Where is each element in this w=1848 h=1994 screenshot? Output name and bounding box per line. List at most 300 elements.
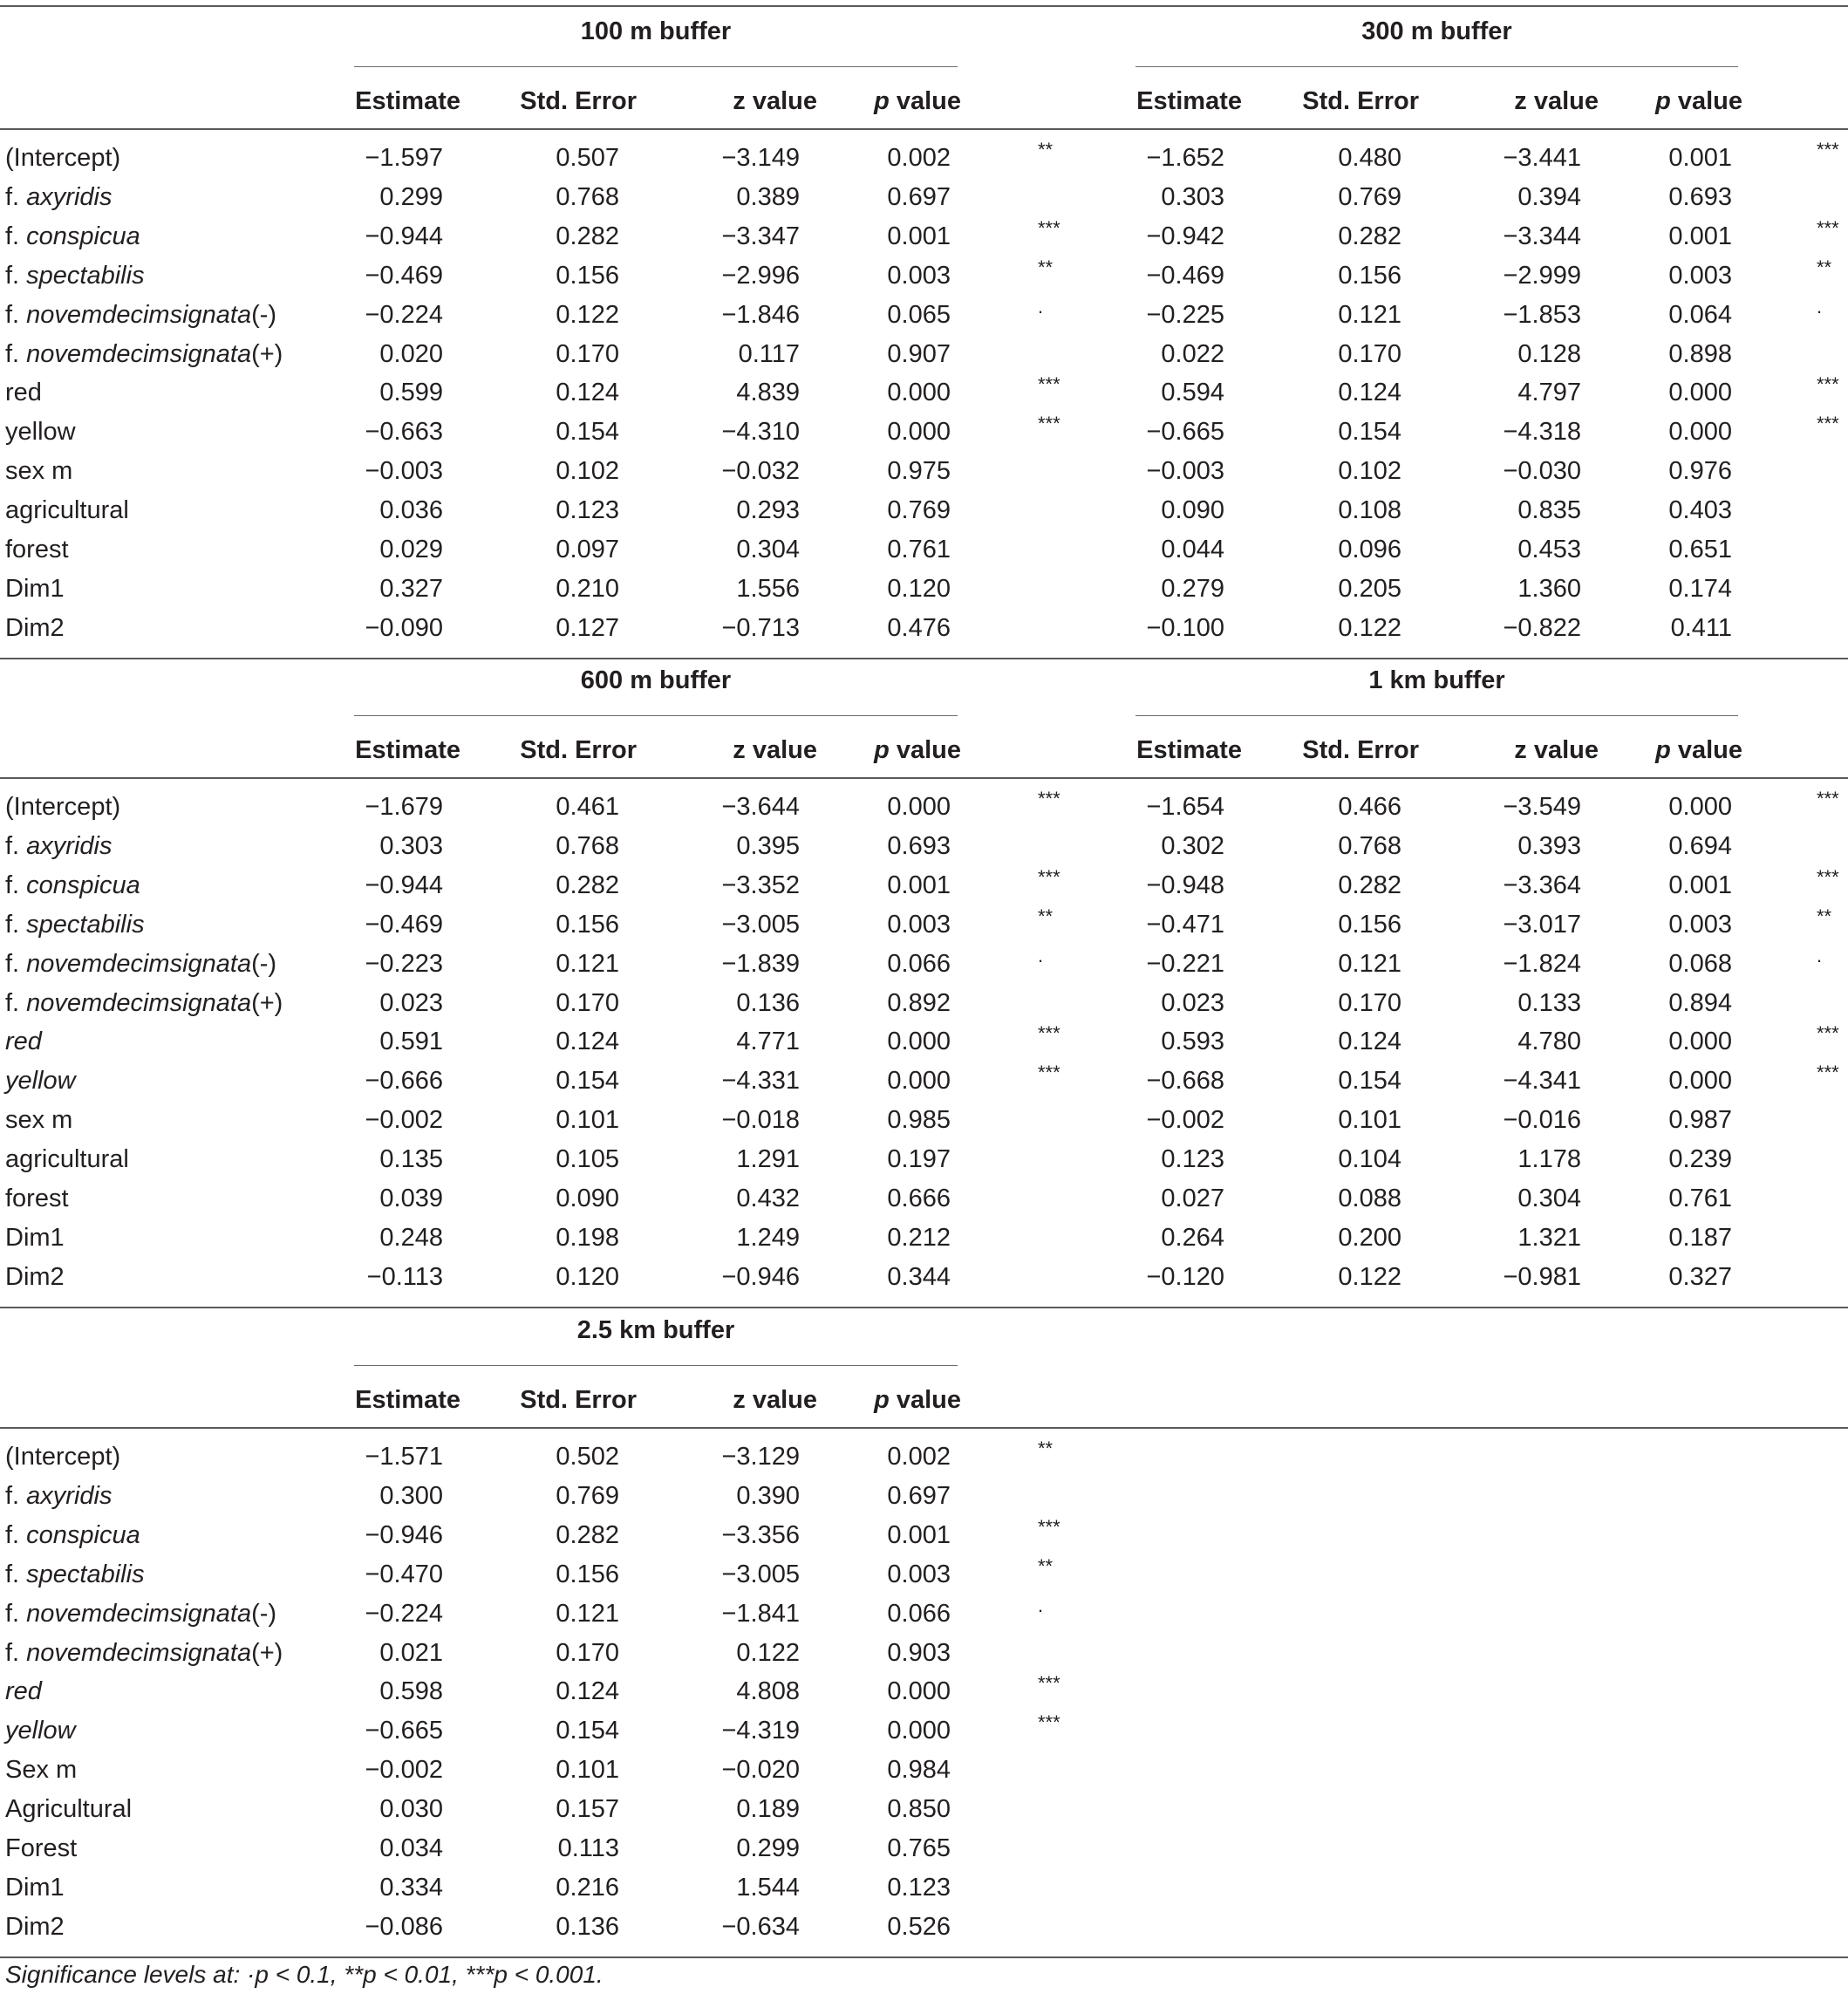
table-row	[0, 1224, 1848, 1263]
cell-se: 0.198	[556, 1223, 619, 1252]
cell-se: 0.768	[556, 182, 619, 211]
label-text: (Intercept)	[5, 1443, 121, 1471]
cell-est: −0.668	[1146, 1067, 1224, 1096]
label-italic: spectabilis	[26, 1560, 145, 1588]
row-label	[5, 1756, 77, 1785]
label-text: f.	[5, 339, 27, 368]
cell-se: 0.102	[1338, 457, 1401, 486]
cell-est: 0.593	[1161, 1028, 1224, 1056]
cell-p: 0.001	[1668, 222, 1732, 250]
cell-est: 0.022	[1161, 339, 1224, 368]
cell-se: 0.124	[556, 1028, 619, 1056]
cell-p: 0.066	[887, 949, 951, 978]
cell-se: 0.502	[556, 1443, 619, 1471]
cell-est: 0.036	[379, 496, 443, 525]
table-row	[0, 1795, 1848, 1834]
row-label	[5, 1639, 283, 1668]
cell-z: 1.291	[736, 1145, 800, 1174]
label-text: f.	[5, 1481, 27, 1510]
cell-p: 0.001	[1668, 871, 1732, 899]
cell-p: 0.976	[1668, 457, 1732, 486]
cell-p: 0.476	[887, 613, 951, 642]
cell-p: 0.850	[887, 1795, 951, 1824]
cell-est: 0.302	[1161, 831, 1224, 860]
column-header-estimate: Estimate	[355, 1386, 460, 1414]
cell-est: −0.225	[1146, 300, 1224, 329]
block-separator-rule	[0, 658, 1848, 659]
cell-se: 0.170	[556, 1638, 619, 1667]
table-row	[0, 536, 1848, 575]
cell-p: 0.769	[887, 496, 951, 525]
footnote: Significance levels at: ·p < 0.1, **p < 0.01, ***p < 0.001.	[5, 1961, 603, 1988]
label-italic: novemdecimsignata	[26, 949, 252, 978]
cell-p: 0.761	[1668, 1185, 1732, 1212]
cell-p: 0.001	[887, 222, 951, 250]
label-text: Dim1	[5, 1223, 65, 1252]
cell-se: 0.507	[556, 144, 619, 172]
cell-se: 0.121	[1338, 300, 1401, 329]
label-italic: conspicua	[26, 222, 140, 250]
cell-z: −2.996	[721, 261, 800, 290]
cell-se: 0.124	[556, 1677, 619, 1706]
label-text: f.	[5, 1560, 27, 1588]
cell-z: −3.441	[1503, 144, 1581, 172]
cell-est: −0.948	[1146, 871, 1224, 899]
significance-marker: ***	[1038, 865, 1060, 888]
table-row	[0, 1834, 1848, 1874]
cell-se: 0.282	[556, 871, 619, 899]
significance-marker: ***	[1817, 865, 1839, 888]
cell-se: 0.210	[556, 574, 619, 603]
column-header-std-error: Std. Error	[1302, 736, 1419, 764]
cell-p: 0.239	[1668, 1145, 1732, 1174]
cell-p: 0.000	[1668, 418, 1732, 447]
cell-se: 0.123	[556, 496, 619, 525]
label-text: f.	[5, 300, 27, 329]
significance-marker: **	[1038, 256, 1054, 278]
cell-p: 0.000	[1668, 1028, 1732, 1056]
cell-p: 0.898	[1668, 339, 1732, 368]
cell-z: −3.549	[1503, 793, 1581, 821]
table-row	[0, 1482, 1848, 1521]
cell-p: 0.197	[887, 1145, 951, 1174]
column-header-estimate: Estimate	[1136, 87, 1242, 115]
p-suffix: value	[889, 736, 961, 764]
label-text: agricultural	[5, 1145, 129, 1174]
cell-se: 0.154	[1338, 418, 1401, 447]
column-header-std-error: Std. Error	[520, 87, 637, 115]
cell-se: 0.090	[556, 1185, 619, 1212]
cell-est: 0.029	[379, 536, 443, 563]
cell-se: 0.216	[556, 1873, 619, 1902]
row-label	[5, 1677, 42, 1706]
label-italic: novemdecimsignata	[26, 339, 252, 368]
table-bottom-rule	[0, 1956, 1848, 1958]
cell-z: 0.299	[736, 1834, 800, 1862]
table-row	[0, 832, 1848, 871]
cell-z: −0.016	[1503, 1106, 1581, 1135]
cell-est: 0.299	[379, 182, 443, 211]
cell-est: −0.666	[365, 1067, 443, 1096]
cell-se: 0.101	[556, 1106, 619, 1135]
cell-z: −1.824	[1503, 949, 1581, 978]
cell-p: 0.066	[887, 1599, 951, 1628]
cell-z: 4.780	[1517, 1028, 1581, 1056]
cell-est: 0.303	[1161, 182, 1224, 211]
cell-p: 0.765	[887, 1834, 951, 1862]
table-row	[0, 496, 1848, 536]
panel-title: 100 m buffer	[580, 17, 732, 45]
panel-title-rule	[354, 66, 958, 67]
cell-est: −0.002	[365, 1106, 443, 1135]
column-header-std-error: Std. Error	[1302, 87, 1419, 115]
cell-p: 0.526	[887, 1912, 951, 1941]
cell-est: −0.223	[365, 949, 443, 978]
p-italic: p	[1655, 87, 1671, 115]
cell-se: 0.282	[1338, 222, 1401, 250]
cell-se: 0.156	[556, 910, 619, 939]
cell-se: 0.124	[1338, 1028, 1401, 1056]
table-row	[0, 1062, 1848, 1106]
cell-z: 0.395	[736, 831, 800, 860]
header-bottom-rule	[0, 1427, 1848, 1429]
cell-p: 0.003	[887, 910, 951, 939]
label-italic: yellow	[5, 1717, 76, 1745]
column-header-std-error: Std. Error	[520, 1386, 637, 1414]
cell-z: −1.839	[721, 949, 800, 978]
significance-marker: .	[1817, 295, 1823, 318]
cell-est: −0.113	[366, 1262, 443, 1291]
cell-p: 0.894	[1668, 988, 1732, 1017]
p-italic: p	[874, 1386, 890, 1414]
column-header-p-value	[752, 1386, 961, 1415]
column-header-z-value: z value	[733, 736, 817, 764]
cell-p: 0.212	[887, 1223, 951, 1252]
cell-z: 0.304	[1517, 1185, 1581, 1212]
panel-title-rule	[1135, 66, 1738, 67]
cell-p: 0.975	[887, 457, 951, 486]
label-text: f.	[5, 910, 27, 939]
row-label	[5, 1795, 132, 1824]
cell-z: −3.129	[721, 1443, 800, 1471]
cell-est: −1.571	[365, 1443, 443, 1471]
label-suffix: (-)	[251, 1599, 277, 1628]
cell-z: −1.846	[721, 300, 800, 329]
cell-est: 0.591	[379, 1028, 443, 1056]
significance-marker: ***	[1038, 788, 1060, 809]
label-italic: axyridis	[26, 831, 113, 860]
significance-marker: ***	[1038, 216, 1060, 239]
column-header-z-value: z value	[733, 1386, 817, 1414]
row-label	[5, 1717, 76, 1745]
column-header-p-value	[1533, 736, 1742, 765]
cell-p: 0.000	[1668, 793, 1732, 821]
cell-z: −0.713	[721, 613, 800, 642]
cell-est: −0.221	[1146, 949, 1224, 978]
cell-est: 0.599	[379, 379, 443, 407]
cell-p: 0.000	[887, 793, 951, 821]
significance-marker: .	[1817, 944, 1823, 966]
cell-z: −4.341	[1503, 1067, 1581, 1096]
cell-z: 0.122	[736, 1638, 800, 1667]
cell-z: −0.020	[721, 1756, 800, 1785]
cell-p: 0.403	[1668, 496, 1732, 525]
label-text: f.	[5, 222, 27, 250]
cell-se: 0.769	[556, 1481, 619, 1510]
cell-z: 4.839	[736, 379, 800, 407]
cell-p: 0.002	[887, 144, 951, 172]
cell-z: 4.808	[736, 1677, 800, 1706]
label-suffix: (+)	[251, 988, 283, 1017]
cell-se: 0.122	[1338, 613, 1401, 642]
panel-title: 1 km buffer	[1368, 666, 1505, 694]
cell-est: 0.090	[1161, 496, 1224, 525]
label-text: (Intercept)	[5, 793, 121, 821]
cell-se: 0.108	[1338, 496, 1401, 525]
cell-se: 0.170	[556, 988, 619, 1017]
cell-z: 0.136	[736, 988, 800, 1017]
cell-p: 0.000	[887, 379, 951, 407]
significance-marker: ***	[1817, 788, 1839, 809]
cell-p: 0.697	[887, 182, 951, 211]
column-header-estimate: Estimate	[355, 736, 460, 764]
table-row	[0, 1515, 1848, 1560]
cell-est: 0.327	[379, 574, 443, 603]
cell-z: 1.249	[736, 1223, 800, 1252]
label-text: agricultural	[5, 496, 129, 525]
label-text: f.	[5, 1520, 27, 1549]
row-label	[5, 1913, 65, 1942]
cell-p: 0.903	[887, 1638, 951, 1667]
cell-est: −0.469	[365, 910, 443, 939]
cell-est: −0.003	[1146, 457, 1224, 486]
cell-se: 0.205	[1338, 574, 1401, 603]
cell-se: 0.127	[556, 613, 619, 642]
significance-marker: ***	[1038, 1022, 1060, 1045]
cell-p: 0.068	[1668, 949, 1732, 978]
cell-se: 0.170	[1338, 339, 1401, 368]
cell-z: −0.981	[1503, 1262, 1581, 1291]
cell-est: −0.942	[1146, 222, 1224, 250]
label-text: yellow	[5, 418, 76, 447]
label-text: sex m	[5, 457, 73, 486]
table-row	[0, 1756, 1848, 1795]
cell-se: 0.156	[1338, 261, 1401, 290]
significance-marker: **	[1817, 256, 1832, 278]
cell-p: 0.000	[887, 418, 951, 447]
label-text: Dim1	[5, 574, 65, 603]
table-row	[0, 575, 1848, 614]
label-italic: yellow	[5, 1067, 76, 1096]
cell-z: 1.556	[736, 574, 800, 603]
table-row	[0, 1022, 1848, 1067]
label-suffix: (+)	[251, 339, 283, 368]
cell-est: −0.665	[365, 1717, 443, 1745]
cell-est: −0.944	[365, 222, 443, 250]
cell-est: −0.224	[365, 300, 443, 329]
column-header-p-value	[752, 87, 961, 116]
table-row	[0, 256, 1848, 301]
cell-est: −0.944	[365, 871, 443, 899]
cell-z: 0.393	[1517, 831, 1581, 860]
label-suffix: (-)	[251, 949, 277, 978]
cell-se: 0.156	[1338, 910, 1401, 939]
significance-marker: ***	[1038, 1711, 1060, 1734]
label-text: sex m	[5, 1106, 73, 1135]
p-italic: p	[874, 736, 890, 764]
label-text: Dim2	[5, 1912, 65, 1941]
significance-marker: .	[1038, 295, 1044, 318]
table-top-rule	[0, 5, 1848, 7]
label-text: Dim2	[5, 1262, 65, 1291]
cell-z: −1.841	[721, 1599, 800, 1628]
p-suffix: value	[889, 87, 961, 115]
label-suffix: (-)	[251, 300, 277, 329]
p-suffix: value	[1670, 736, 1742, 764]
cell-p: 0.984	[887, 1756, 951, 1785]
table-row	[0, 373, 1848, 418]
cell-p: 0.907	[887, 339, 951, 368]
cell-se: 0.101	[1338, 1106, 1401, 1135]
cell-p: 0.123	[887, 1873, 951, 1902]
cell-z: 0.835	[1517, 496, 1581, 525]
table-row	[0, 457, 1848, 496]
cell-est: 0.021	[379, 1638, 443, 1667]
column-header-estimate: Estimate	[1136, 736, 1242, 764]
table-row	[0, 1639, 1848, 1678]
cell-z: −3.149	[721, 144, 800, 172]
cell-p: 0.987	[1668, 1106, 1732, 1135]
cell-z: 0.128	[1517, 339, 1581, 368]
label-text: Sex m	[5, 1756, 78, 1785]
p-italic: p	[874, 87, 890, 115]
cell-p: 0.666	[887, 1185, 951, 1212]
label-italic: axyridis	[26, 1481, 113, 1510]
table-row	[0, 139, 1848, 183]
significance-marker: .	[1038, 944, 1044, 966]
cell-se: 0.088	[1338, 1185, 1401, 1212]
cell-p: 0.065	[887, 300, 951, 329]
cell-z: −3.347	[721, 222, 800, 250]
cell-est: 0.044	[1161, 536, 1224, 563]
significance-marker: **	[1038, 139, 1054, 160]
cell-p: 0.697	[887, 1481, 951, 1510]
cell-z: 4.771	[736, 1028, 800, 1056]
table-row	[0, 944, 1848, 989]
cell-se: 0.154	[1338, 1067, 1401, 1096]
cell-z: −3.364	[1503, 871, 1581, 899]
cell-est: 0.023	[379, 988, 443, 1017]
cell-p: 0.000	[887, 1028, 951, 1056]
label-text: forest	[5, 1185, 69, 1212]
cell-se: 0.121	[556, 1599, 619, 1628]
label-text: f.	[5, 988, 27, 1017]
cell-est: 0.023	[1161, 988, 1224, 1017]
cell-est: −0.946	[365, 1520, 443, 1549]
cell-se: 0.282	[556, 1520, 619, 1549]
row-label	[5, 1521, 140, 1550]
cell-est: 0.135	[379, 1145, 443, 1174]
row-label	[5, 1874, 65, 1902]
cell-est: −0.002	[1146, 1106, 1224, 1135]
cell-est: −1.654	[1146, 793, 1224, 821]
cell-z: 1.360	[1517, 574, 1581, 603]
cell-est: −0.663	[365, 418, 443, 447]
cell-z: 0.293	[736, 496, 800, 525]
panel-title-rule	[354, 715, 958, 716]
table-row	[0, 1594, 1848, 1639]
label-text: f.	[5, 1638, 27, 1667]
label-text: Dim1	[5, 1873, 65, 1902]
cell-est: −0.100	[1146, 613, 1224, 642]
cell-se: 0.120	[556, 1262, 619, 1291]
cell-p: 0.985	[887, 1106, 951, 1135]
cell-z: −0.018	[721, 1106, 800, 1135]
cell-se: 0.461	[556, 793, 619, 821]
cell-z: 0.453	[1517, 536, 1581, 563]
cell-est: −0.224	[365, 1599, 443, 1628]
cell-p: 0.003	[887, 261, 951, 290]
label-italic: conspicua	[26, 1520, 140, 1549]
table-row	[0, 989, 1848, 1028]
label-text: f.	[5, 871, 27, 899]
cell-z: −3.356	[721, 1520, 800, 1549]
cell-z: −0.946	[721, 1262, 800, 1291]
cell-se: 0.121	[556, 949, 619, 978]
significance-marker: ***	[1817, 373, 1839, 396]
table-row	[0, 788, 1848, 832]
cell-z: 1.178	[1517, 1145, 1581, 1174]
column-header-p-value	[752, 736, 961, 765]
cell-p: 0.003	[1668, 261, 1732, 290]
table-row	[0, 905, 1848, 950]
label-italic: red	[5, 1028, 42, 1056]
cell-p: 0.000	[887, 1677, 951, 1706]
cell-p: 0.064	[1668, 300, 1732, 329]
cell-p: 0.651	[1668, 536, 1732, 563]
cell-z: −4.310	[721, 418, 800, 447]
cell-p: 0.000	[1668, 1067, 1732, 1096]
cell-est: 0.039	[379, 1185, 443, 1212]
p-suffix: value	[1670, 87, 1742, 115]
cell-z: −3.344	[1503, 222, 1581, 250]
cell-est: −0.120	[1146, 1262, 1224, 1291]
cell-est: −1.597	[365, 144, 443, 172]
cell-p: 0.003	[887, 1560, 951, 1588]
cell-z: 0.133	[1517, 988, 1581, 1017]
significance-marker: ***	[1817, 1022, 1839, 1045]
row-label	[5, 1560, 145, 1589]
column-header-z-value: z value	[1514, 87, 1599, 115]
significance-marker: ***	[1817, 216, 1839, 239]
cell-p: 0.000	[887, 1067, 951, 1096]
cell-est: 0.334	[379, 1873, 443, 1902]
significance-marker: **	[1038, 1554, 1054, 1577]
cell-p: 0.892	[887, 988, 951, 1017]
label-text: Dim2	[5, 613, 65, 642]
cell-z: 0.304	[736, 536, 800, 563]
cell-est: −0.469	[1146, 261, 1224, 290]
significance-marker: ***	[1817, 139, 1839, 160]
cell-se: 0.282	[1338, 871, 1401, 899]
cell-est: 0.279	[1161, 574, 1224, 603]
cell-se: 0.102	[556, 457, 619, 486]
cell-z: −0.030	[1503, 457, 1581, 486]
cell-z: −2.999	[1503, 261, 1581, 290]
table-row	[0, 1437, 1848, 1482]
cell-p: 0.000	[887, 1717, 951, 1745]
cell-z: −4.331	[721, 1067, 800, 1096]
